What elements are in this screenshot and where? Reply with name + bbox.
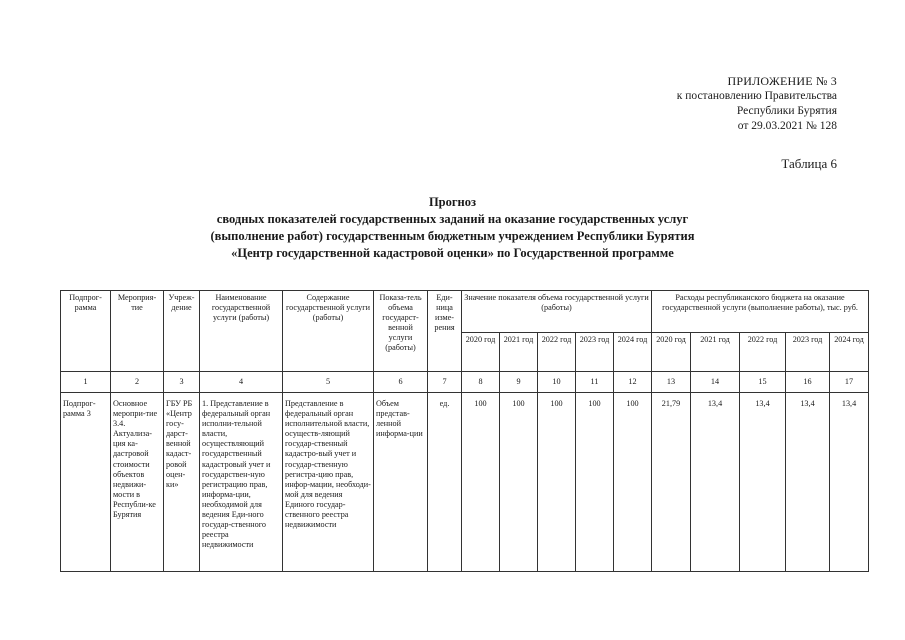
indicator-cell: Объем представ-ленной информа-ции (374, 393, 428, 572)
column-number: 15 (740, 372, 786, 393)
volume-cell: 100 (500, 393, 538, 572)
year-cell: 2021 год (691, 333, 740, 372)
title-line: сводных показателей государственных заданий на оказание государственных услуг (216, 212, 689, 226)
service-name-cell: 1. Представление в федеральный орган исполни-тельной власти, осуществляющий государственный кадастровый учет и государствен-ную регистрацию прав, информа-ции, необходимой для ведения Еди-ного государ-ственного реестра недвижимости (200, 393, 283, 572)
column-number: 6 (374, 372, 428, 393)
header-cell: Наименование государственной услуги (работы) (200, 291, 283, 372)
column-number: 3 (164, 372, 200, 393)
appendix-line: к постановлению Правительства (676, 90, 837, 102)
unit-cell: ед. (428, 393, 462, 572)
column-number: 12 (614, 372, 652, 393)
table-row (61, 393, 869, 572)
header-cell: Подпрог-рамма (61, 291, 111, 372)
appendix-title: ПРИЛОЖЕНИЕ № 3 (727, 74, 837, 88)
header-cell: Содержание государственной услуги (работы) (283, 291, 374, 372)
column-number: 10 (538, 372, 576, 393)
year-cell: 2020 год (652, 333, 691, 372)
year-cell: 2020 год (462, 333, 500, 372)
column-number: 2 (111, 372, 164, 393)
document-title (0, 194, 905, 262)
header-cell: Еди-ница изме-рения (428, 291, 462, 372)
year-cell: 2023 год (576, 333, 614, 372)
year-cell: 2022 год (740, 333, 786, 372)
budget-cell: 13,4 (691, 393, 740, 572)
header-cell: Мероприя-тие (111, 291, 164, 372)
appendix-date: от 29.03.2021 № 128 (737, 120, 837, 132)
volume-cell: 100 (538, 393, 576, 572)
budget-cell: 13,4 (786, 393, 830, 572)
volume-cell: 100 (576, 393, 614, 572)
year-cell: 2022 год (538, 333, 576, 372)
budget-cell: 13,4 (830, 393, 869, 572)
header-cell: Учреж-дение (164, 291, 200, 372)
year-cell: 2024 год (830, 333, 869, 372)
column-number: 8 (462, 372, 500, 393)
year-cell: 2021 год (500, 333, 538, 372)
year-cell: 2023 год (786, 333, 830, 372)
column-number: 4 (200, 372, 283, 393)
volume-cell: 100 (462, 393, 500, 572)
header-cell: Показа-тель объема государст-венной услуги (работы) (374, 291, 428, 372)
table-label: Таблица 6 (781, 156, 837, 171)
column-number: 13 (652, 372, 691, 393)
column-number: 11 (576, 372, 614, 393)
institution-cell: ГБУ РБ «Центр госу-дарст-венной кадаст-ровой оцен-ки» (164, 393, 200, 572)
column-number: 14 (691, 372, 740, 393)
column-number: 9 (500, 372, 538, 393)
service-content-cell: Представление в федеральный орган исполнительной власти, осуществ-ляющий государ-ственный кадастро-вый учет и государ-ственную регистра-цию прав, инфор-мации, необходи-мой для ведения Единого государ-ственного реестра недвижимости (283, 393, 374, 572)
budget-cell: 13,4 (740, 393, 786, 572)
header-group-cell: Значение показателя объема государственной услуги (работы) (462, 291, 652, 333)
appendix-line: Республики Бурятия (736, 105, 837, 117)
event-cell: Основное меропри-тие 3.4. Актуализа-ция ка-дастровой стоимости объектов недвижи-мости в Республи-ке Бурятия (111, 393, 164, 572)
volume-cell: 100 (614, 393, 652, 572)
column-number: 17 (830, 372, 869, 393)
subprogram-cell: Подпрог-рамма 3 (61, 393, 111, 572)
title-line: «Центр государственной кадастровой оценки» по Государственной программе (231, 246, 674, 260)
column-number: 16 (786, 372, 830, 393)
column-number: 7 (428, 372, 462, 393)
header-group-cell: Расходы республиканского бюджета на оказание государственной услуги (выполнение работы), тыс. руб. (652, 291, 869, 333)
appendix-block (677, 74, 837, 134)
column-number: 5 (283, 372, 374, 393)
column-number-row (61, 372, 869, 393)
year-cell: 2024 год (614, 333, 652, 372)
title-line: (выполнение работ) государственным бюджетным учреждением Республики Бурятия (210, 229, 695, 243)
forecast-table (60, 290, 869, 572)
budget-cell: 21,79 (652, 393, 691, 572)
column-number: 1 (61, 372, 111, 393)
header-row (61, 291, 869, 333)
title-line: Прогноз (428, 195, 477, 209)
